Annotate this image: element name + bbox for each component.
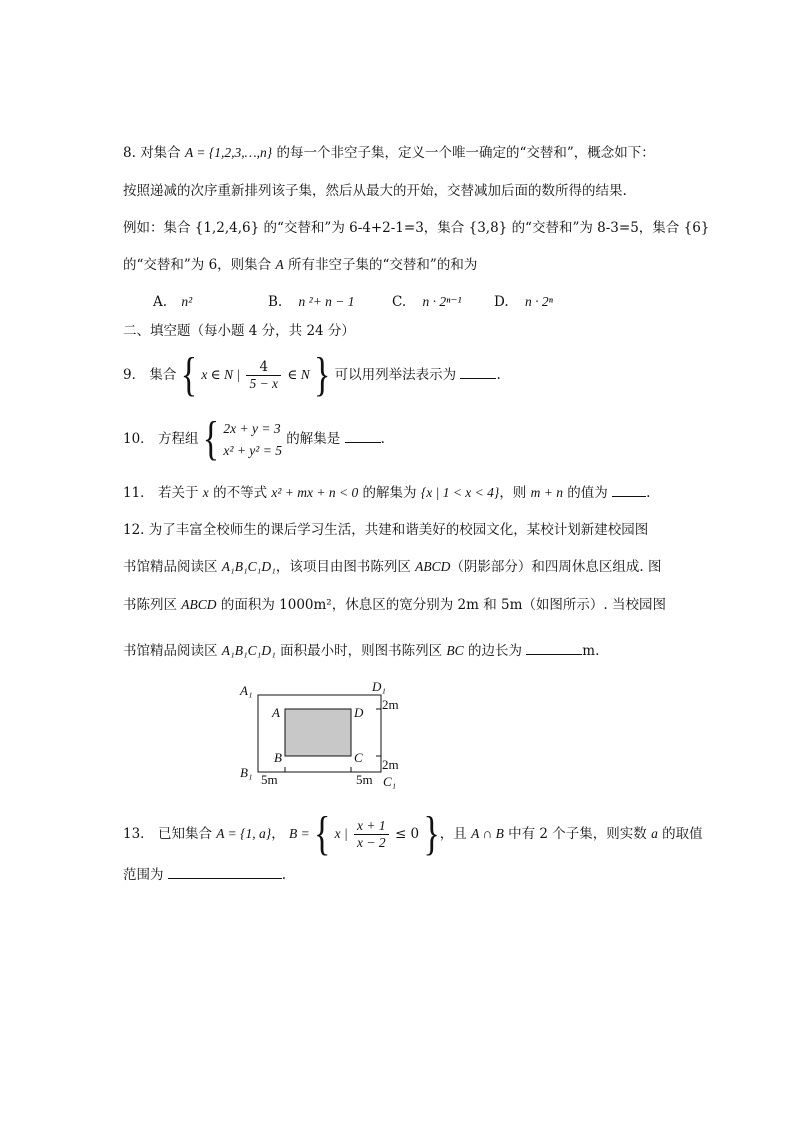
q13-set-b-cond: ≤ 0 [394, 826, 420, 842]
q12-var: A₁B₁C₁D₁ [221, 643, 276, 658]
q11 [123, 482, 650, 503]
answer-blank[interactable] [612, 482, 646, 497]
q13-fraction [354, 818, 389, 851]
q10 [123, 412, 385, 465]
label-a: A [272, 705, 280, 720]
q12-text: ，休息区的宽分别为 2m 和 5m（如图所示）. 当校园图 [331, 597, 666, 613]
q9-set-condition: ∈ N [287, 367, 310, 382]
q13-text: 的取值 [662, 826, 703, 842]
q13-line2 [123, 864, 286, 885]
q12-area: 1000m² [279, 597, 332, 613]
option-expr: n² [181, 294, 193, 309]
q11-end: . [646, 485, 651, 501]
q13-set-b: B = [289, 826, 310, 841]
q11-inequality: x² + mx + n < 0 [271, 485, 359, 500]
q9-text: 集合 [149, 367, 177, 383]
q12-end: m. [582, 643, 600, 659]
q12-text: 为了丰富全校师生的课后学习生活，共建和谐美好的校园文化，某校计划新建校园图 [148, 522, 649, 538]
q13-text: 已知集合 [157, 826, 212, 842]
q8-text: 对集合 [140, 145, 181, 161]
q8-option-a[interactable] [153, 292, 192, 312]
shaded-rectangle [285, 709, 351, 756]
q9-end: . [496, 367, 501, 383]
q13-number: 13． [123, 826, 154, 842]
q10-end: . [380, 431, 385, 447]
option-label: B. [268, 294, 283, 310]
q9 [123, 348, 501, 401]
q13-text: 中有 2 个子集，则实数 [508, 826, 647, 842]
left-brace: { [314, 807, 331, 860]
q12-var: ABCD [415, 559, 451, 574]
q8-set-a: A = {1,2,3,…,n} [184, 145, 273, 160]
label-a1: A₁ [240, 683, 253, 698]
q8-text: 例如：集合 [123, 220, 191, 236]
label-d1: D₁ [372, 679, 386, 694]
q11-number: 11． [123, 485, 154, 501]
q8-set-example-1: {1,2,4,6} [194, 220, 260, 236]
q8-option-b[interactable] [268, 292, 355, 312]
label-bottom-gap: 2m [382, 757, 399, 772]
q12-var: A₁B₁C₁D₁ [221, 559, 276, 574]
option-expr: n · 2ⁿ [524, 294, 553, 309]
fraction-denominator: x − 2 [354, 834, 389, 851]
q9-text: 可以用列举法表示为 [334, 367, 457, 383]
q12-text: ，该项目由图书陈列区 [275, 559, 411, 575]
label-right-gap: 5m [356, 772, 373, 787]
q12-text: 面积最小时，则图书陈列区 [280, 643, 443, 659]
q12-number: 12. [123, 522, 145, 538]
q8-text: 所有非空子集的“交替和”的和为 [288, 257, 478, 273]
q13-text: ，且 [439, 826, 467, 842]
q12-line4 [123, 640, 599, 661]
q11-text: 的解集为 [362, 485, 417, 501]
option-label: A. [153, 294, 168, 310]
q8-line2: 按照递减的次序重新排列该子集，然后从最大的开始，交替减加后面的数所得的结果. [123, 183, 627, 199]
q8-option-c[interactable] [392, 292, 462, 312]
answer-blank[interactable] [460, 364, 496, 379]
fraction-numerator: x + 1 [357, 818, 386, 833]
q8-text: 的“交替和”为 8-3=5，集合 [511, 220, 680, 236]
q8-set-example-2: {3,8} [468, 220, 508, 236]
option-label: C. [392, 294, 407, 310]
q13-end: . [281, 867, 287, 883]
equation-1: 2x + y = 3 [223, 420, 281, 436]
q12-var: ABCD [181, 597, 217, 612]
q11-var: x [202, 485, 209, 500]
q12-text: 的面积为 [220, 597, 275, 613]
q12-var: BC [446, 643, 464, 658]
q12-line1 [123, 520, 648, 540]
q9-number: 9． [123, 367, 146, 383]
option-label: D. [494, 294, 509, 310]
answer-blank[interactable] [345, 428, 381, 443]
q8-text: 的“交替和”为 6，则集合 [123, 257, 272, 273]
q13-set-a: A = {1, a} [216, 826, 272, 841]
q9-fraction [246, 359, 281, 392]
q8-number: 8. [123, 145, 136, 161]
fraction-denominator: 5 − x [246, 375, 281, 392]
q13-line1 [123, 807, 703, 860]
q12-text: 书馆精品阅读区 [123, 643, 218, 659]
q8-var: A [275, 257, 284, 272]
left-brace: { [202, 412, 220, 465]
q13-var: a [651, 826, 658, 841]
q13-set-b-var: x | [334, 826, 348, 841]
q8-text: 的“交替和”为 6-4+2-1=3，集合 [263, 220, 465, 236]
option-expr: n ²+ n − 1 [298, 294, 355, 309]
label-c1: C₁ [383, 774, 397, 789]
q11-text: 的值为 [567, 485, 608, 501]
label-c: C [354, 750, 363, 765]
label-top-gap: 2m [382, 697, 399, 712]
right-brace: } [314, 348, 331, 401]
q8-text: 的每一个非空子集，定义一个唯一确定的“交替和”，概念如下： [276, 145, 655, 161]
q12-line3 [123, 595, 666, 615]
q12-figure [236, 676, 416, 791]
q12-text: 书馆精品阅读区 [123, 559, 218, 575]
q11-expression: m + n [530, 485, 563, 500]
q13-intersection: A ∩ B [471, 826, 504, 841]
q13-text: 范围为 [123, 867, 164, 883]
q13-text: ， [271, 826, 285, 842]
label-d: D [354, 705, 364, 720]
q9-set-condition: x ∈ N | [201, 367, 241, 382]
equation-2: x² + y² = 5 [223, 442, 282, 458]
q8-line3 [123, 218, 709, 238]
q8-line4 [123, 255, 477, 275]
q8-line1 [123, 143, 655, 163]
answer-blank[interactable] [526, 640, 582, 655]
q12-text: 书陈列区 [123, 597, 177, 613]
answer-blank[interactable] [168, 864, 282, 879]
label-left-gap: 5m [261, 772, 278, 787]
q8-option-d[interactable] [494, 292, 553, 312]
q11-text: 若关于 [157, 485, 199, 501]
fraction-numerator: 4 [259, 359, 269, 375]
label-b: B [274, 750, 282, 765]
q11-text: 的不等式 [213, 485, 268, 501]
q10-system [223, 418, 282, 462]
q12-line2 [123, 557, 661, 577]
q11-text: ，则 [499, 485, 527, 501]
q10-text: 的解集是 [286, 431, 341, 447]
q10-number: 10． [123, 431, 154, 447]
q12-text: （阴影部分）和四周休息区组成. 图 [450, 559, 662, 575]
section-title: 二、填空题（每小题 4 分，共 24 分） [123, 323, 355, 339]
right-brace: } [423, 807, 440, 860]
q11-solution-set: {x | 1 < x < 4} [420, 485, 500, 500]
q10-text: 方程组 [157, 431, 199, 447]
q8-set-example-3: {6} [683, 220, 710, 236]
q12-text: 的边长为 [467, 643, 522, 659]
label-b1: B₁ [240, 765, 253, 780]
option-expr: n · 2ⁿ⁻¹ [422, 294, 462, 309]
left-brace: { [180, 348, 198, 401]
